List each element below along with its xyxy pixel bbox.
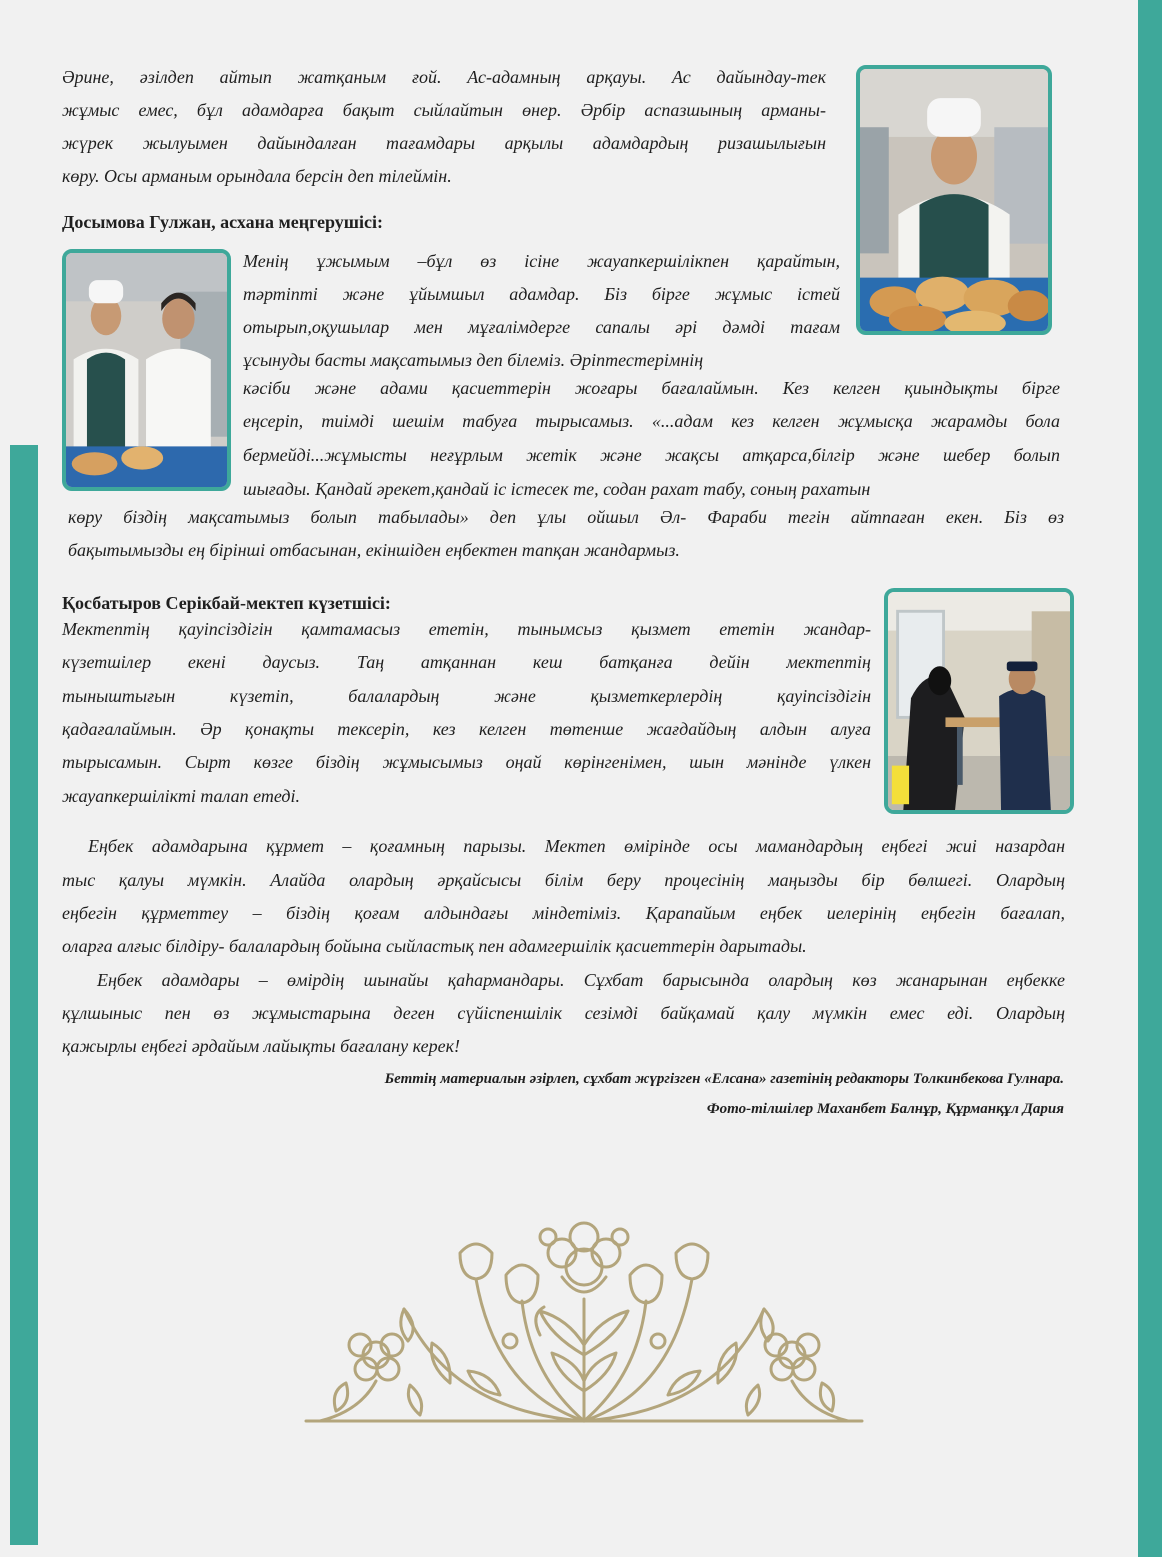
credit-editor: Беттің материалын әзірлеп, сұхбат жүргізген «Елсана» газетінің редакторы Толкинбекова Гулнара. bbox=[384, 1071, 1064, 1087]
paragraph-guard-line-2: күзетшілер екені даусыз. Таң атқаннан кеш батқанға дейін мектептің bbox=[62, 652, 871, 672]
credit-photographers: Фото-тілшілер Маханбет Балнұр, Құрманқұл Дария bbox=[706, 1101, 1064, 1117]
paragraph-intro-line-3: жүрек жылуымен дайындалған тағамдары арқылы адамдардың ризашылығын bbox=[62, 133, 826, 153]
paragraph-guard-line-3: тыныштығын күзетіп, балалардың және қызметкерлердің қауіпсіздігін bbox=[62, 686, 871, 706]
paragraph-respect-line-3: еңбегін құрметтеу – біздің қоғам алдындағы міндетіміз. Қарапайым еңбек иелерінің еңбегін бағалап, bbox=[62, 903, 1065, 923]
floral-ornament-icon bbox=[300, 1215, 868, 1430]
heading-canteen-manager: Досымова Гулжан, асхана меңгерушісі: bbox=[62, 212, 383, 232]
paragraph-respect-line-1: Еңбек адамдарына құрмет – қоғамның парызы. Мектеп өмірінде осы мамандардың еңбегі жиі назардан bbox=[88, 836, 1065, 856]
photo-school-guard bbox=[884, 588, 1074, 814]
paragraph-manager-line-3: отырып,оқушылар мен мұғалімдерге сапалы әрі дәмді тағам bbox=[243, 317, 840, 337]
paragraph-manager-line-10: бақытымызды ең бірінші отбасынан, екіншіден еңбектен тапқан жандармыз. bbox=[68, 540, 680, 560]
left-accent-bar bbox=[10, 445, 38, 1545]
paragraph-intro-line-1: Әрине, әзілдеп айтып жатқаным ғой. Ас-адамның арқауы. Ас дайындау-тек bbox=[62, 67, 826, 87]
heading-school-guard: Қосбатыров Серікбай-мектеп күзетшісі: bbox=[62, 593, 391, 613]
right-accent-bar bbox=[1138, 0, 1162, 1557]
paragraph-guard-line-6: жауапкершілікті талап етеді. bbox=[62, 786, 301, 806]
paragraph-manager-line-6: еңсеріп, тиімді шешім табуға тырысамыз. «...адам кез келген жұмысқа жарамды бола bbox=[243, 411, 1060, 431]
paragraph-respect-line-4: оларға алғыс білдіру- балалардың бойына сыйластық пен адамгершілік қасиеттерін дарытады. bbox=[62, 936, 807, 956]
paragraph-manager-line-5: кәсіби және адами қасиеттерін жоғары бағалаймын. Кез келген қиындықты бірге bbox=[243, 378, 1060, 398]
paragraph-manager-line-1: Менің ұжымым –бұл өз ісіне жауапкершілікпен қарайтын, bbox=[243, 251, 840, 271]
paragraph-intro-line-4: көру. Осы арманым орындала берсін деп тілеймін. bbox=[62, 166, 452, 186]
paragraph-heroes-line-1: Еңбек адамдары – өмірдің шынайы қаһармандары. Сұхбат барысында олардың көз жанарынан еңбекке bbox=[97, 970, 1065, 990]
paragraph-heroes-line-2: құлшыныс пен өз жұмыстарына деген сүйіспеншілік сезімді байқамай қалу мүмкін емес еді. Олардың bbox=[62, 1003, 1065, 1023]
paragraph-manager-line-9: көру біздің мақсатымыз болып табылады» деп ұлы ойшыл Әл- Фараби тегін айтпаған екен. Біз өз bbox=[68, 507, 1064, 527]
paragraph-manager-line-8: шығады. Қандай әрекет,қандай іс істесек те, содан рахат табу, соның рахатын bbox=[243, 479, 871, 499]
paragraph-manager-line-7: бермейді...жұмысты неғұрлым жетік және жақсы атқарса,білгір және шебер болып bbox=[243, 445, 1060, 465]
paragraph-respect-line-2: тыс қалуы мүмкін. Алайда олардың әрқайсысы білім беру процесінің маңызды бір бөлшегі. Олардың bbox=[62, 870, 1065, 890]
paragraph-intro-line-2: жұмыс емес, бұл адамдарға бақыт сыйлайтын өнер. Әрбір аспазшының арманы- bbox=[62, 100, 826, 120]
paragraph-heroes-line-3: қажырлы еңбегі әрдайым лайықты бағалану керек! bbox=[62, 1036, 461, 1056]
paragraph-manager-line-2: тәртіпті және ұйымшыл адамдар. Біз бірге жұмыс істей bbox=[243, 284, 840, 304]
paragraph-manager-line-4: ұсынуды басты мақсатымыз деп білеміз. Әріптестерімнің bbox=[243, 350, 704, 370]
paragraph-guard-line-4: қадағалаймын. Әр қонақты тексеріп, кез келген төтенше жағдайдың алдын алуға bbox=[62, 719, 871, 739]
photo-cook-with-bread bbox=[856, 65, 1052, 335]
paragraph-guard-line-1: Мектептің қауіпсіздігін қамтамасыз ететін, тынымсыз қызмет ететін жандар- bbox=[62, 619, 871, 639]
photo-kitchen-staff bbox=[62, 249, 231, 491]
paragraph-guard-line-5: тырысамын. Сырт көзге біздің жұмысымыз оңай көрінгенімен, шын мәнінде үлкен bbox=[62, 752, 871, 772]
